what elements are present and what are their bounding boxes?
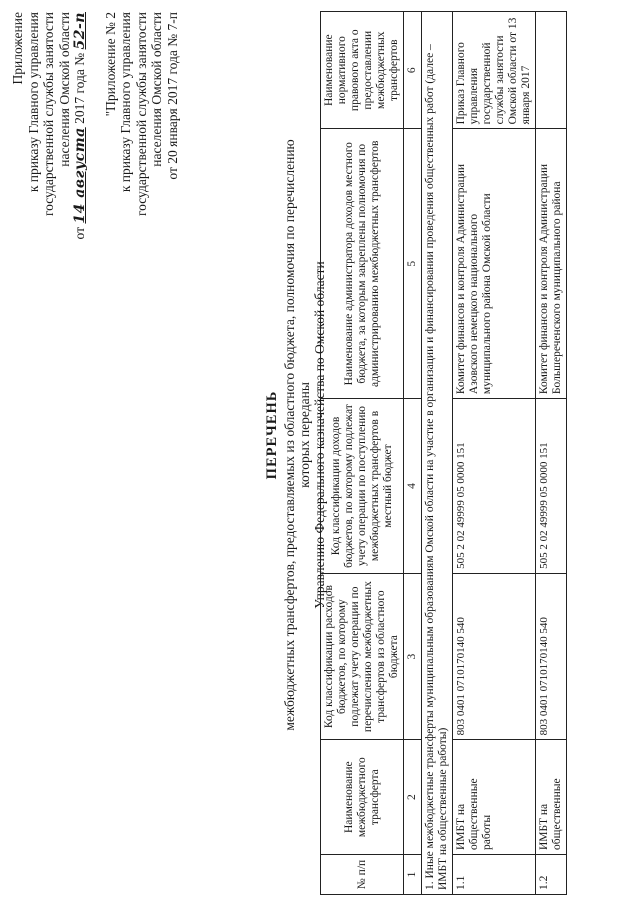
handwritten-number: 52-п bbox=[72, 12, 88, 50]
header-income-code: Код классификации доходов бюджетов, по которому подлежат учету операции по поступлению межбюджетных трансфертов в местный бюджет bbox=[321, 399, 404, 574]
date-prefix: от bbox=[72, 226, 87, 240]
appendix-line: государственной службы занятости bbox=[41, 12, 56, 217]
table-row bbox=[453, 12, 536, 895]
appendix2-line: от 20 января 2017 года № 7-п bbox=[164, 12, 180, 180]
row-administrator: Комитет финансов и контроля Администрации Большереченского муниципального района bbox=[536, 129, 567, 399]
row-administrator: Комитет финансов и контроля Администрации Азовского немецкого национального муниципального района Омской области bbox=[453, 129, 536, 399]
row-income-code: 505 2 02 49999 05 0000 151 bbox=[536, 399, 567, 574]
document-title-block bbox=[265, 115, 327, 755]
appendix2-line: населения Омской области bbox=[149, 12, 164, 167]
table-header-row bbox=[321, 12, 404, 895]
row-income-code: 505 2 02 49999 05 0000 151 bbox=[453, 399, 536, 574]
column-number: 6 bbox=[404, 12, 422, 129]
column-number-row bbox=[404, 12, 422, 895]
row-legal-act: Приказ Главного управления государственной службы занятости Омской области от 13 января 2017 bbox=[453, 12, 536, 129]
header-administrator: Наименование администратора доходов местного бюджета, за которым закреплены полномочия по администрированию межбюджетных трансфертов bbox=[321, 129, 404, 399]
appendix-line: населения Омской области bbox=[56, 12, 72, 167]
handwritten-date: 14 августа bbox=[72, 127, 88, 224]
header-expense-code: Код классификации расходов бюджетов, по которому подлежат учету операции по перечислению межбюджетных трансфертов из областного бюджета bbox=[321, 573, 404, 739]
appendix2-label: "Приложение № 2 bbox=[102, 12, 118, 117]
row-expense-code: 803 0401 0710170140 540 bbox=[453, 573, 536, 739]
appendix-block bbox=[10, 12, 180, 272]
header-name: Наименование межбюджетного трансферта bbox=[321, 740, 404, 855]
row-legal-act bbox=[536, 12, 567, 129]
column-number: 2 bbox=[404, 740, 422, 855]
header-num: № п/п bbox=[321, 855, 404, 895]
column-number: 4 bbox=[404, 399, 422, 574]
row-number: 1.2 bbox=[536, 855, 567, 895]
column-number: 1 bbox=[404, 855, 422, 895]
table-row bbox=[536, 12, 567, 895]
row-transfer-name: ИМБТ на общественные работы bbox=[453, 740, 536, 855]
document-title: ПЕРЕЧЕНЬ bbox=[264, 390, 280, 480]
header-legal-act: Наименование нормативного правового акта о предоставлении межбюджетных трансфертов bbox=[321, 12, 404, 129]
appendix2-line: к приказу Главного управления bbox=[118, 12, 133, 193]
row-number: 1.1 bbox=[453, 855, 536, 895]
appendix2-line: государственной службы занятости bbox=[133, 12, 149, 217]
row-transfer-name: ИМБТ на общественные bbox=[536, 740, 567, 855]
column-number: 5 bbox=[404, 129, 422, 399]
transfers-table bbox=[320, 11, 567, 895]
title-line: Управлению Федерального казначейства по Омской области bbox=[312, 261, 327, 609]
title-line: межбюджетных трансфертов, предоставляемых из областного бюджета, полномочия по перечислению которых переданы bbox=[282, 139, 312, 731]
appendix-date bbox=[72, 12, 89, 272]
appendix-line: к приказу Главного управления bbox=[25, 12, 41, 193]
section-title: 1. Иные межбюджетные трансферты муниципальным образованиям Омской области на участие в организации и финансировании проведения общественных работ (далее – ИМБТ на общественные работы) bbox=[422, 12, 453, 895]
appendix-label: Приложение bbox=[10, 12, 25, 85]
section-row bbox=[422, 12, 453, 895]
appendix2-block bbox=[103, 12, 181, 272]
row-expense-code: 803 0401 0710170140 540 bbox=[536, 573, 567, 739]
date-year: 2017 года № bbox=[72, 52, 87, 124]
column-number: 3 bbox=[404, 573, 422, 739]
